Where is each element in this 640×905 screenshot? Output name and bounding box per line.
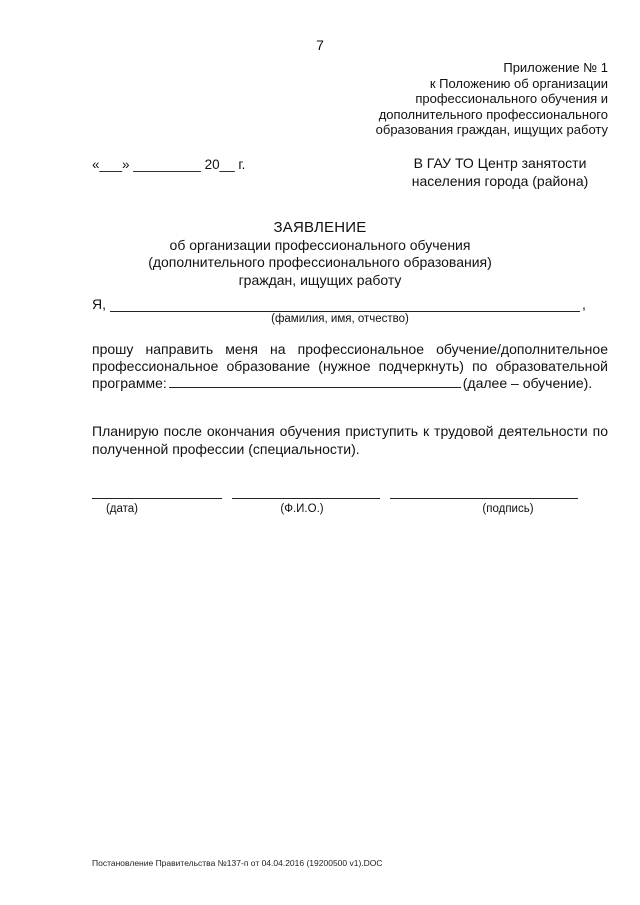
request-paragraph [92,341,608,392]
recipient-line: населения города (района) [411,172,589,189]
document-title-block [0,219,640,289]
request-line-program [92,375,608,392]
signature-field[interactable] [390,498,578,499]
document-subtitle: об организации профессионального обучения [169,236,471,253]
program-label: программе: [92,375,167,391]
program-suffix: (далее – обучение). [462,375,593,391]
applicant-name-field[interactable] [110,311,580,312]
applicant-comma: , [582,296,586,312]
signature-label: (подпись) [482,503,534,515]
appendix-title: Приложение № 1 [503,60,608,75]
document-subtitle: (дополнительного профессионального образования) [148,254,492,270]
page-number: 7 [316,37,324,53]
appendix-line: дополнительного профессионального [378,106,608,122]
appendix-line: образования граждан, ищущих работу [375,122,608,137]
document-heading: ЗАЯВЛЕНИЕ [273,219,367,236]
fio-label: (Ф.И.О.) [280,503,324,515]
appendix-reference [308,60,608,138]
appendix-line: профессионального обучения и [415,91,608,106]
applicant-name-hint: (фамилия, имя, отчество) [271,313,409,325]
program-name-field[interactable] [169,375,461,388]
recipient-block [380,155,620,190]
request-line: профессиональное образование (нужное подчеркнуть) по образовательной [92,358,608,374]
application-date-line: «___» _________ 20__ г. [92,157,246,172]
date-signature-field[interactable] [92,498,222,499]
applicant-prefix: Я, [92,296,106,312]
date-label: (дата) [105,503,139,515]
recipient-line: В ГАУ ТО Центр занятости [413,155,587,171]
fio-signature-field[interactable] [232,498,380,499]
footer-document-reference: Постановление Правительства №137-п от 04.04.2016 (19200500 v1).DOC [92,858,383,868]
appendix-line: к Положению об организации [429,75,608,91]
document-subtitle: граждан, ищущих работу [238,271,402,288]
plan-paragraph: Планирую после окончания обучения приступить к трудовой деятельности по полученной профессии (специальности). [92,423,608,457]
request-line: прошу направить меня на профессиональное обучение/дополнительное [92,341,608,357]
